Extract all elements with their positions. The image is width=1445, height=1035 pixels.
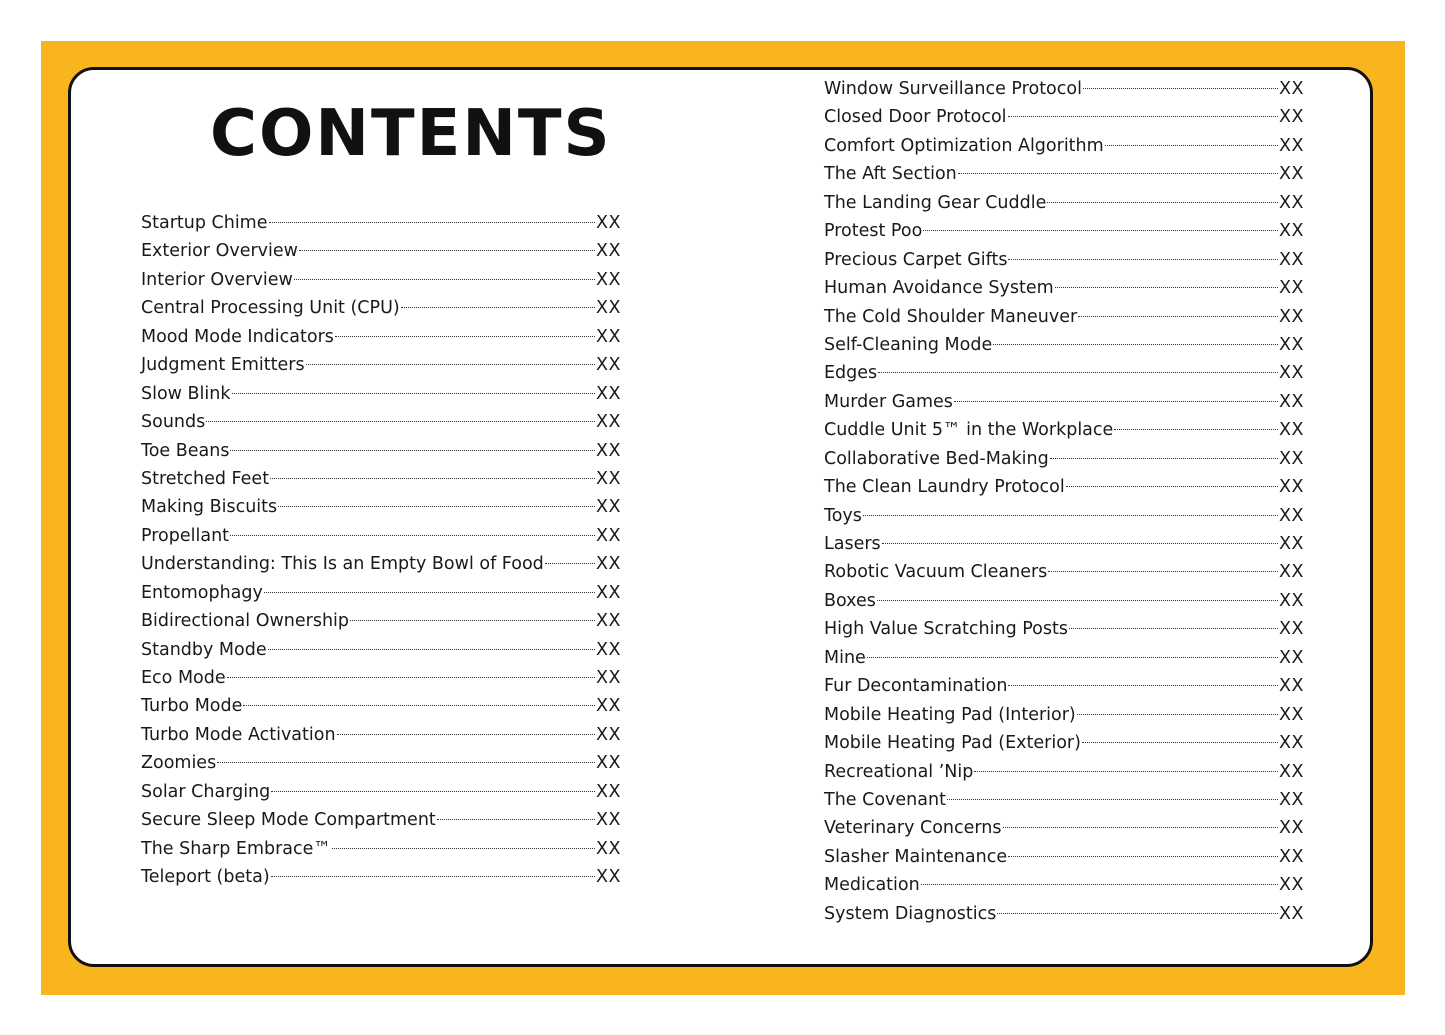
toc-entry[interactable] — [824, 900, 1304, 928]
dot-leader — [545, 563, 595, 564]
toc-entry-title: Entomophagy — [141, 582, 263, 603]
toc-entry[interactable] — [141, 607, 621, 635]
toc-entry[interactable] — [824, 814, 1304, 842]
dot-leader — [1003, 827, 1279, 828]
dot-leader — [1048, 571, 1278, 572]
dot-leader — [1077, 714, 1278, 715]
dot-leader — [306, 364, 595, 365]
toc-entry-title: Edges — [824, 363, 878, 384]
toc-page-number: XX — [1279, 789, 1304, 810]
dot-leader — [1050, 458, 1278, 459]
dot-leader — [1047, 202, 1278, 203]
toc-page-number: XX — [1279, 818, 1304, 839]
dot-leader — [230, 450, 595, 451]
dot-leader — [1114, 429, 1278, 430]
dot-leader — [437, 819, 595, 820]
dot-leader — [867, 657, 1278, 658]
toc-entry-title: Murder Games — [824, 391, 953, 412]
toc-page-number: XX — [596, 781, 621, 802]
toc-entry[interactable] — [824, 246, 1304, 274]
dot-leader — [227, 677, 595, 678]
toc-entry[interactable] — [141, 493, 621, 521]
toc-entry[interactable] — [824, 359, 1304, 387]
dot-leader — [921, 884, 1278, 885]
toc-page-number: XX — [1279, 875, 1304, 896]
dot-leader — [974, 771, 1278, 772]
dot-leader — [332, 848, 595, 849]
dot-leader — [1008, 259, 1278, 260]
toc-entry-title: The Landing Gear Cuddle — [824, 192, 1047, 213]
dot-leader — [1055, 287, 1278, 288]
toc-entry-title: The Sharp Embrace™ — [141, 838, 331, 859]
dot-leader — [1082, 742, 1278, 743]
toc-entry[interactable] — [824, 843, 1304, 871]
dot-leader — [269, 222, 596, 223]
toc-page-number: XX — [1279, 363, 1304, 384]
toc-page-number: XX — [1279, 391, 1304, 412]
toc-entry-title: Judgment Emitters — [141, 355, 305, 376]
toc-entry[interactable] — [824, 331, 1304, 359]
toc-entry[interactable] — [141, 465, 621, 493]
toc-page-number: XX — [1279, 249, 1304, 270]
toc-page-number: XX — [596, 639, 621, 660]
toc-entry[interactable] — [824, 729, 1304, 757]
toc-page-number: XX — [1279, 334, 1304, 355]
toc-entry[interactable] — [141, 522, 621, 550]
dot-leader — [954, 401, 1278, 402]
dot-leader — [350, 620, 595, 621]
toc-entry[interactable] — [141, 351, 621, 379]
toc-entry-title: Boxes — [824, 590, 876, 611]
toc-entry[interactable] — [824, 871, 1304, 899]
toc-entry[interactable] — [824, 786, 1304, 814]
toc-page-number: XX — [1279, 619, 1304, 640]
toc-right-column — [824, 75, 1304, 928]
dot-leader — [232, 393, 596, 394]
toc-page-number: XX — [1279, 505, 1304, 526]
toc-page-number: XX — [596, 326, 621, 347]
toc-entry-title: Central Processing Unit (CPU) — [141, 298, 400, 319]
toc-entry[interactable] — [824, 103, 1304, 131]
toc-entry-title: Stretched Feet — [141, 468, 270, 489]
toc-page-number: XX — [596, 440, 621, 461]
toc-page-number: XX — [1279, 420, 1304, 441]
dot-leader — [1008, 685, 1278, 686]
toc-entry[interactable] — [141, 692, 621, 720]
toc-entry[interactable] — [824, 502, 1304, 530]
dot-leader — [337, 734, 595, 735]
toc-page-number: XX — [596, 668, 621, 688]
toc-entry-title: Protest Poo — [824, 221, 923, 242]
toc-entry[interactable] — [141, 778, 621, 806]
toc-entry-title: System Diagnostics — [824, 903, 997, 924]
toc-entry-title: Lasers — [824, 534, 881, 554]
toc-entry[interactable] — [824, 217, 1304, 245]
toc-entry[interactable] — [824, 672, 1304, 700]
toc-entry[interactable] — [824, 701, 1304, 729]
toc-page-number: XX — [596, 497, 621, 518]
dot-leader — [863, 515, 1278, 516]
toc-entry-title: Interior Overview — [141, 269, 293, 290]
toc-entry-title: Mood Mode Indicators — [141, 326, 334, 347]
page-title: CONTENTS — [210, 97, 612, 171]
toc-entry-title: High Value Scratching Posts — [824, 619, 1068, 640]
dot-leader — [878, 372, 1278, 373]
toc-entry[interactable] — [824, 132, 1304, 160]
toc-page-number: XX — [1279, 135, 1304, 156]
toc-entry[interactable] — [824, 75, 1304, 103]
toc-page-number: XX — [1279, 534, 1304, 554]
toc-page-number: XX — [596, 867, 621, 888]
toc-page-number: XX — [596, 753, 621, 774]
toc-entry-title: Startup Chime — [141, 213, 268, 233]
toc-page-number: XX — [596, 213, 621, 233]
toc-entry-title: Comfort Optimization Algorithm — [824, 135, 1104, 156]
dot-leader — [997, 913, 1278, 914]
dot-leader — [294, 279, 595, 280]
toc-page-number: XX — [1279, 192, 1304, 213]
toc-page-number: XX — [1279, 647, 1304, 668]
toc-entry-title: Medication — [824, 875, 920, 896]
toc-page-number: XX — [596, 241, 621, 262]
toc-page-number: XX — [1279, 733, 1304, 754]
toc-entry[interactable] — [824, 615, 1304, 643]
toc-entry[interactable] — [141, 636, 621, 664]
toc-entry-title: Robotic Vacuum Cleaners — [824, 562, 1048, 583]
toc-entry-title: The Covenant — [824, 789, 946, 810]
toc-page-number: XX — [596, 525, 621, 546]
toc-entry[interactable] — [824, 758, 1304, 786]
dot-leader — [958, 173, 1278, 174]
dot-leader — [230, 535, 595, 536]
toc-entry[interactable] — [141, 323, 621, 351]
toc-entry-title: Toys — [824, 505, 862, 526]
dot-leader — [877, 600, 1278, 601]
dot-leader — [264, 592, 595, 593]
toc-entry[interactable] — [141, 579, 621, 607]
toc-entry-title: Collaborative Bed-Making — [824, 448, 1049, 469]
toc-entry[interactable] — [824, 473, 1304, 501]
toc-entry-title: Cuddle Unit 5™ in the Workplace — [824, 420, 1114, 441]
toc-entry[interactable] — [824, 445, 1304, 473]
toc-page-number: XX — [596, 611, 621, 632]
toc-entry-title: Toe Beans — [141, 440, 230, 461]
toc-entry[interactable] — [824, 160, 1304, 188]
toc-page-number: XX — [1279, 107, 1304, 128]
toc-entry[interactable] — [824, 388, 1304, 416]
dot-leader — [243, 705, 595, 706]
toc-entry-title: Secure Sleep Mode Compartment — [141, 810, 436, 831]
dot-leader — [882, 543, 1278, 544]
toc-entry[interactable] — [141, 408, 621, 436]
dot-leader — [271, 791, 595, 792]
toc-entry-title: Solar Charging — [141, 781, 271, 802]
toc-page-number: XX — [1279, 477, 1304, 498]
toc-entry[interactable] — [141, 237, 621, 265]
toc-page-number: XX — [596, 554, 621, 575]
toc-left-column — [141, 209, 621, 892]
toc-entry[interactable] — [141, 835, 621, 863]
toc-entry-title: Turbo Mode — [141, 696, 243, 717]
toc-page-number: XX — [596, 838, 621, 859]
toc-page-number: XX — [1279, 846, 1304, 867]
dot-leader — [270, 478, 595, 479]
toc-page-number: XX — [596, 269, 621, 290]
toc-page-number: XX — [596, 582, 621, 603]
toc-page-number: XX — [596, 383, 621, 404]
toc-page-number: XX — [1279, 448, 1304, 469]
toc-entry-title: Standby Mode — [141, 639, 267, 660]
toc-page-number: XX — [1279, 278, 1304, 299]
toc-entry-title: Self-Cleaning Mode — [824, 334, 993, 355]
toc-entry-title: Turbo Mode Activation — [141, 724, 336, 745]
toc-entry-title: Zoomies — [141, 753, 217, 774]
toc-page-number: XX — [1279, 704, 1304, 725]
toc-entry[interactable] — [824, 303, 1304, 331]
toc-entry-title: Closed Door Protocol — [824, 107, 1007, 128]
dot-leader — [335, 336, 595, 337]
dot-leader — [1069, 628, 1278, 629]
dot-leader — [1008, 856, 1278, 857]
toc-entry-title: Window Surveillance Protocol — [824, 79, 1082, 99]
dot-leader — [217, 762, 595, 763]
toc-entry-title: Recreational ’Nip — [824, 761, 974, 782]
toc-page-number: XX — [596, 298, 621, 319]
toc-entry[interactable] — [141, 863, 621, 891]
toc-entry[interactable] — [141, 664, 621, 692]
toc-entry[interactable] — [824, 530, 1304, 558]
toc-entry[interactable] — [824, 274, 1304, 302]
dot-leader — [1078, 316, 1278, 317]
toc-entry[interactable] — [824, 558, 1304, 586]
toc-entry[interactable] — [141, 550, 621, 578]
toc-entry-title: Propellant — [141, 525, 230, 546]
toc-entry-title: Veterinary Concerns — [824, 818, 1002, 839]
toc-entry[interactable] — [141, 806, 621, 834]
dot-leader — [299, 250, 595, 251]
toc-entry-title: Bidirectional Ownership — [141, 611, 350, 632]
toc-entry-title: Understanding: This Is an Empty Bowl of Food — [141, 554, 544, 575]
toc-page-number: XX — [1279, 761, 1304, 782]
toc-entry[interactable] — [141, 437, 621, 465]
toc-page-number: XX — [596, 412, 621, 433]
toc-entry[interactable] — [141, 209, 621, 237]
dot-leader — [271, 876, 595, 877]
toc-entry[interactable] — [141, 721, 621, 749]
toc-page-number: XX — [1279, 903, 1304, 924]
toc-entry-title: The Cold Shoulder Maneuver — [824, 306, 1078, 327]
dot-leader — [1083, 88, 1278, 89]
dot-leader — [1008, 116, 1279, 117]
dot-leader — [993, 344, 1278, 345]
toc-entry-title: Exterior Overview — [141, 241, 298, 262]
dot-leader — [206, 421, 595, 422]
toc-entry[interactable] — [824, 189, 1304, 217]
toc-page-number: XX — [596, 468, 621, 489]
toc-entry-title: Eco Mode — [141, 668, 226, 688]
dot-leader — [401, 307, 595, 308]
toc-page-number: XX — [1279, 676, 1304, 697]
toc-page-number: XX — [1279, 221, 1304, 242]
toc-entry[interactable] — [141, 380, 621, 408]
toc-entry[interactable] — [824, 587, 1304, 615]
dot-leader — [268, 649, 595, 650]
toc-entry[interactable] — [141, 749, 621, 777]
toc-entry-title: Making Biscuits — [141, 497, 278, 518]
toc-page-number: XX — [596, 696, 621, 717]
toc-entry[interactable] — [141, 294, 621, 322]
toc-page-number: XX — [596, 810, 621, 831]
toc-entry-title: Precious Carpet Gifts — [824, 249, 1008, 270]
toc-entry-title: Slow Blink — [141, 383, 231, 404]
toc-entry-title: The Aft Section — [824, 164, 957, 185]
toc-entry-title: Teleport (beta) — [141, 867, 270, 888]
toc-page-number: XX — [1279, 306, 1304, 327]
toc-page-number: XX — [596, 724, 621, 745]
toc-entry-title: Mobile Heating Pad (Exterior) — [824, 733, 1081, 754]
toc-entry[interactable] — [824, 416, 1304, 444]
dot-leader — [1105, 145, 1278, 146]
toc-entry[interactable] — [141, 266, 621, 294]
toc-entry-title: The Clean Laundry Protocol — [824, 477, 1065, 498]
toc-page-number: XX — [1279, 164, 1304, 185]
toc-entry-title: Human Avoidance System — [824, 278, 1054, 299]
toc-entry-title: Mine — [824, 647, 866, 668]
dot-leader — [947, 799, 1278, 800]
toc-page-number: XX — [1279, 590, 1304, 611]
toc-entry-title: Fur Decontamination — [824, 676, 1008, 697]
toc-entry-title: Mobile Heating Pad (Interior) — [824, 704, 1076, 725]
toc-entry-title: Sounds — [141, 412, 206, 433]
toc-page-number: XX — [1279, 79, 1304, 99]
dot-leader — [278, 506, 595, 507]
dot-leader — [1066, 486, 1278, 487]
toc-entry[interactable] — [824, 644, 1304, 672]
toc-page-number: XX — [596, 355, 621, 376]
dot-leader — [923, 230, 1278, 231]
toc-page-number: XX — [1279, 562, 1304, 583]
toc-entry-title: Slasher Maintenance — [824, 846, 1008, 867]
